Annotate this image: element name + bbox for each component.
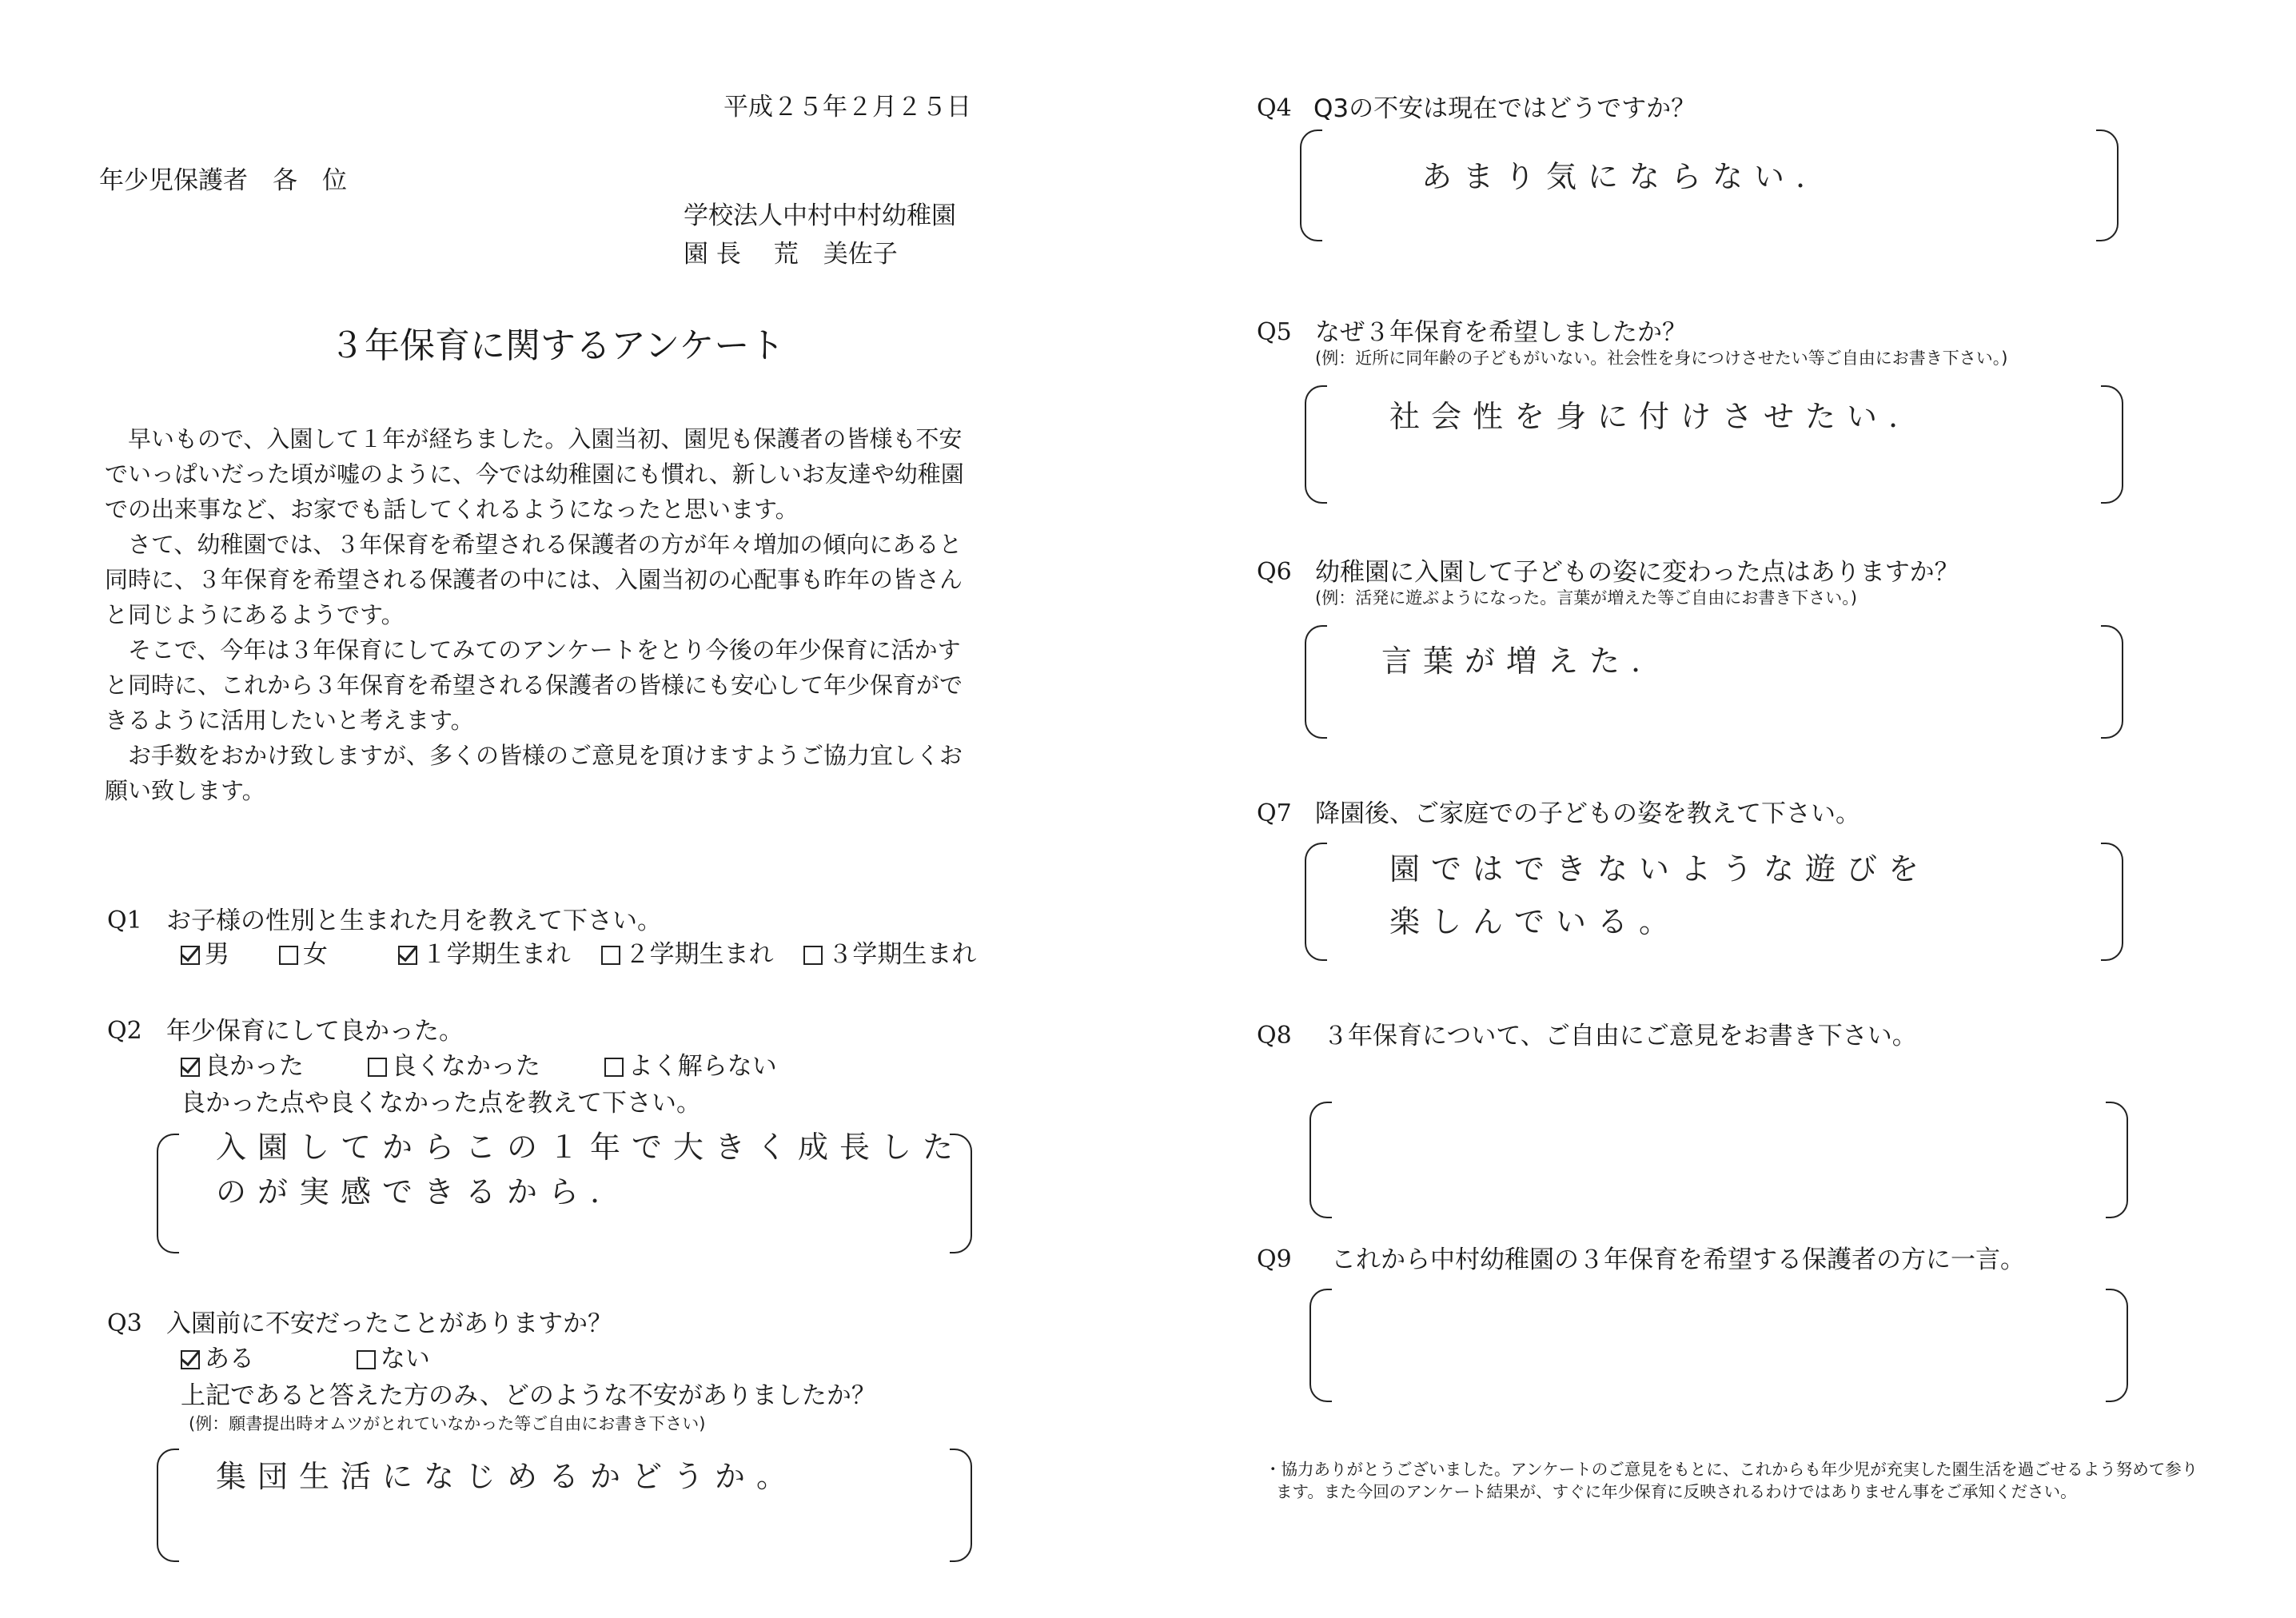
q2-subquestion: 良かった点や良くなかった点を教えて下さい。 — [181, 1089, 701, 1118]
q2-number: Q2 — [107, 1017, 142, 1045]
option-label: ある — [205, 1345, 254, 1373]
q1-options — [181, 939, 976, 970]
q3-number: Q3 — [107, 1309, 142, 1337]
q4-handwritten-answer: あまり気にならない. — [1421, 159, 1817, 194]
q5-question: なぜ３年保育を希望しましたか？ — [1315, 318, 1687, 347]
option-label: 男 — [205, 940, 229, 969]
q8-question: ３年保育について、ご自由にご意見をお書き下さい。 — [1323, 1022, 1917, 1050]
intro-paragraph: そこで、今年は３年保育にしてみてのアンケートをとり今後の年少保育に活かすと同時に、これから３年保育を希望される保護者の皆様にも安心して年少保育ができるように活用したいと考えます。 — [105, 636, 963, 734]
q5-number: Q5 — [1257, 318, 1292, 346]
q7-handwritten-answer-line1: 園ではできないような遊びを — [1389, 851, 1931, 887]
q1-number: Q1 — [107, 907, 142, 935]
checkbox[interactable] — [181, 1350, 200, 1369]
option-label: ない — [380, 1345, 430, 1373]
q2-handwritten-answer-line1: 入園してからこの１年で大きく成長した — [216, 1130, 965, 1165]
intro-text — [105, 421, 976, 808]
document-date: 平成２５年２月２５日 — [723, 93, 971, 122]
q1-option-male[interactable] — [181, 939, 229, 970]
checkbox[interactable] — [357, 1350, 376, 1369]
q1-option-term2[interactable] — [601, 939, 774, 970]
checkbox[interactable] — [398, 946, 417, 965]
q1-option-female[interactable] — [279, 939, 328, 970]
q3-subquestion: 上記であると答えた方のみ、どのような不安がありましたか？ — [181, 1381, 876, 1410]
option-label: 良くなかった — [391, 1052, 540, 1081]
q9-question: これから中村幼稚園の３年保育を希望する保護者の方に一言。 — [1331, 1245, 2025, 1274]
q3-option-no[interactable] — [357, 1343, 430, 1375]
q3-option-yes[interactable] — [181, 1343, 254, 1375]
intro-paragraph: お手数をおかけ致しますが、多くの皆様のご意見を頂けますようご協力宜しくお願い致します。 — [105, 742, 963, 804]
checkbox[interactable] — [604, 1058, 624, 1077]
q2-option-unsure[interactable] — [604, 1050, 777, 1082]
q2-question: 年少保育にして良かった。 — [166, 1017, 464, 1046]
checkbox[interactable] — [368, 1058, 387, 1077]
option-label: 女 — [302, 940, 328, 969]
option-label: ２学期生まれ — [624, 940, 774, 969]
q2-option-good[interactable] — [181, 1050, 304, 1082]
q3-example: (例：願書提出時オムツがとれていなかった等ご自由にお書き下さい) — [189, 1414, 706, 1433]
q6-question: 幼稚園に入園して子どもの姿に変わった点はありますか？ — [1315, 558, 1959, 587]
q6-example: (例：活発に遊ぶようになった。言葉が増えた等ご自由にお書き下さい。) — [1315, 588, 1857, 608]
option-label: ３学期生まれ — [827, 940, 977, 969]
checkbox[interactable] — [601, 946, 620, 965]
intro-paragraph: さて、幼稚園では、３年保育を希望される保護者の方が年々増加の傾向にあると同時に、３年保育を希望される保護者の中には、入園当初の心配事も昨年の皆さんと同じようにあるようです。 — [105, 531, 963, 628]
q1-option-term1[interactable] — [398, 939, 571, 970]
intro-paragraph: 早いもので、入園して１年が経ちました。入園当初、園児も保護者の皆様も不安でいっぱいだった頃が嘘のように、今では幼稚園にも慣れ、新しいお友達や幼稚園での出来事など、お家でも話してくれるようになったと思います。 — [105, 425, 964, 523]
q4-question: Q3の不安は現在ではどうですか？ — [1313, 94, 1696, 123]
footer-note-line1: ・協力ありがとうございました。アンケートのご意見をもとに、これからも年少児が充実した園生活を過ごせるよう努めて参り — [1265, 1460, 2198, 1479]
q6-handwritten-answer: 言葉が増えた. — [1381, 644, 1652, 679]
q3-options — [181, 1343, 430, 1375]
q3-handwritten-answer: 集団生活になじめるかどうか。 — [216, 1459, 799, 1494]
q2-handwritten-answer-line2: のが実感できるから. — [216, 1174, 612, 1210]
checkbox[interactable] — [181, 946, 200, 965]
q8-number: Q8 — [1257, 1022, 1292, 1050]
q1-question: お子様の性別と生まれた月を教えて下さい。 — [166, 907, 662, 935]
q1-option-term3[interactable] — [803, 939, 976, 970]
q6-number: Q6 — [1257, 558, 1292, 586]
q8-answer-box[interactable] — [1309, 1102, 2128, 1218]
q2-options — [181, 1050, 777, 1082]
q7-number: Q7 — [1257, 799, 1292, 827]
q7-question: 降園後、ご家庭での子どもの姿を教えて下さい。 — [1315, 799, 1860, 828]
checkbox[interactable] — [181, 1058, 200, 1077]
q7-handwritten-answer-line2: 楽しんでいる。 — [1389, 904, 1681, 939]
q4-number: Q4 — [1257, 94, 1292, 122]
school-name: 学校法人中村中村幼稚園 — [684, 201, 956, 230]
document-title: ３年保育に関するアンケート — [329, 325, 785, 366]
checkbox[interactable] — [803, 946, 823, 965]
principal-name: 園 長 荒 美佐子 — [684, 240, 898, 269]
q5-handwritten-answer: 社会性を身に付けさせたい. — [1389, 399, 1910, 434]
q2-option-not-good[interactable] — [368, 1050, 540, 1082]
option-label: １学期生まれ — [421, 940, 571, 969]
q3-question: 入園前に不安だったことがありますか？ — [166, 1309, 612, 1338]
checkbox[interactable] — [279, 946, 298, 965]
option-label: 良かった — [205, 1052, 304, 1081]
option-label: よく解らない — [628, 1052, 777, 1081]
q9-answer-box[interactable] — [1309, 1289, 2128, 1402]
footer-note-line2: ます。また今回のアンケート結果が、すぐに年少保育に反映されるわけではありません事をご承知ください。 — [1276, 1482, 2077, 1501]
q5-example: (例：近所に同年齢の子どもがいない。社会性を身につけさせたい等ご自由にお書き下さい。) — [1315, 349, 2008, 368]
q9-number: Q9 — [1257, 1245, 1292, 1273]
addressee: 年少児保護者 各 位 — [99, 166, 347, 195]
